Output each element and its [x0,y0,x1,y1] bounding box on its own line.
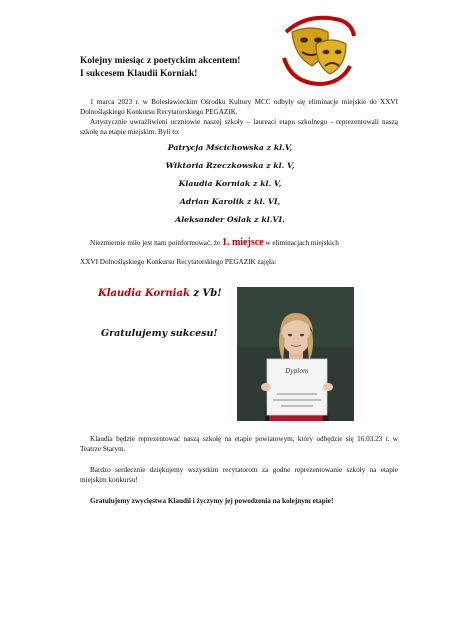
result-announcement [80,238,398,248]
participant-name: Klaudia Korniak z kl. V, [178,179,282,188]
result-contest-name: XXVI Dolnośląskiego Konkursu Recytatorskiego PEGAZIK zajęła: [80,258,277,266]
winner-photo [237,287,354,421]
photo-illustration [237,287,354,421]
place-highlight: 1. miejsce [221,237,264,248]
winner-name: Klaudia Korniak [98,288,190,299]
participant-name: Aleksander Oślak z kl.VI. [175,215,285,224]
congratulations-text: Gratulujemy sukcesu! [101,328,218,339]
heading-line-2: I sukcesem Klaudii Korniak! [80,69,198,79]
result-text-after: w eliminacjach miejskich [263,239,339,247]
result-text-before: Niezmiernie miło jest nam poinformować, że [90,239,222,247]
participants-list [80,139,380,229]
heading-line-1: Kolejny miesiąc z poetyckim akcentem! [80,56,241,66]
participant-name: Adrian Karolik z kl. VI, [179,197,281,206]
article-heading [80,55,300,81]
closing-paragraph-3: Gratulujemy zwycięstwa Klaudii i życzymy jej powodzenia na kolejnym etapie! [90,497,334,505]
intro-paragraph-2: Artystycznie uwrażliwieni uczniowie naszej szkoły – laureaci etapu szkolnego - reprezentowali naszą szkołę na etapie miejskim. Byli to: [80,118,398,136]
participant-name: Patrycja Mścichowska z kl.V, [167,143,293,152]
participant-name: Wiktoria Rzeczkowska z kl. V, [165,161,295,170]
closing-paragraph-2: Bardzo serdecznie dziękujemy wszystkim recytatorom za godne reprezentowanie szkoły na etapie miejskim konkursu! [80,466,398,484]
closing-paragraph-1: Klaudia będzie reprezentować naszą szkołę na etapie powiatowym, który odbędzie się 16.03.23 r. w Teatrze Starym. [80,435,398,453]
diploma-title: Dyplom [285,368,309,375]
intro-paragraph-1: 1 marca 2023 r. w Bolesławieckim Ośrodku Kultury MCC odbyły się eliminacje miejskie do XXVI Dolnośląskiego Konkursu Recytatorskiego PEGAZIK. [80,98,398,116]
winner-class: z Vb! [189,288,222,299]
winner-line [98,288,222,299]
